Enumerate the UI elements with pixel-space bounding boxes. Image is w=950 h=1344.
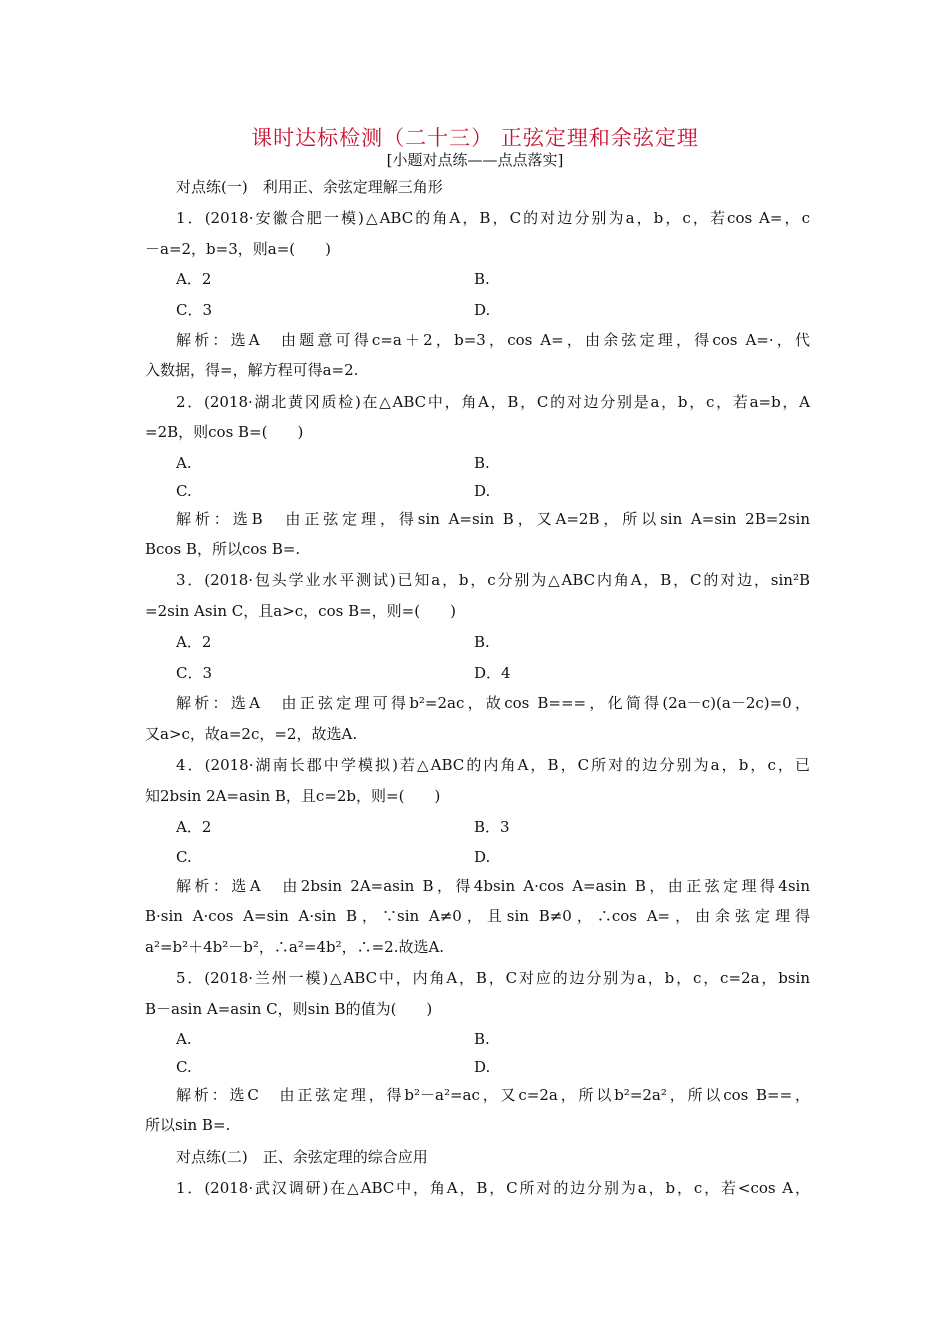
q5-option-b: B. (474, 1030, 490, 1048)
q5-stem-line1: 5．(2018·兰州一模)△ABC中，内角A，B，C对应的边分别为a，b，c，c=2a，bsin (176, 969, 810, 987)
q4-solution-line1: 解析：选A 由2bsin 2A=asin B，得4bsin A·cos A=asin B，由正弦定理得4sin (176, 877, 810, 895)
section-heading-1: 对点练(一) 利用正、余弦定理解三角形 (176, 178, 443, 196)
q4-option-d: D. (474, 848, 491, 866)
q5-solution-line2: 所以sin B=. (145, 1116, 231, 1134)
q1-stem-line1: 1．(2018·安徽合肥一模)△ABC的角A，B，C的对边分别为a，b，c，若cos A=，c (176, 209, 810, 227)
page-subtitle: [小题对点练——点点落实] (386, 151, 564, 169)
section-heading-2: 对点练(二) 正、余弦定理的综合应用 (176, 1148, 428, 1166)
q2-option-c: C. (176, 482, 192, 500)
q5-stem-line2: B－asin A=asin C，则sin B的值为( ) (145, 1000, 433, 1018)
q3-option-b: B. (474, 633, 490, 651)
q2-option-b: B. (474, 454, 490, 472)
q3-stem-line2: =2sin Asin C，且a>c，cos B=，则=( ) (145, 602, 456, 620)
q1-option-a: A．2 (176, 270, 212, 288)
q4-solution-line3: a²=b²＋4b²－b²，∴a²=4b²，∴=2.故选A. (145, 938, 445, 956)
q5-solution-line1: 解析：选C 由正弦定理，得b²－a²=ac，又c=2a，所以b²=2a²，所以cos B==， (176, 1086, 810, 1104)
q1-option-d: D. (474, 301, 491, 319)
q4-option-b: B．3 (474, 818, 510, 836)
page-title: 课时达标检测（二十三） 正弦定理和余弦定理 (251, 126, 699, 150)
q6-stem-line1: 1．(2018·武汉调研)在△ABC中，角A，B，C所对的边分别为a，b，c，若<cos A， (176, 1179, 810, 1197)
q5-option-d: D. (474, 1058, 491, 1076)
q3-solution-line1: 解析：选A 由正弦定理可得b²=2ac，故cos B===，化简得(2a－c)(a－2c)=0， (176, 694, 810, 712)
q1-solution-line1: 解析：选A 由题意可得c=a＋2，b=3，cos A=，由余弦定理，得cos A=·，代 (176, 331, 810, 349)
q5-option-c: C. (176, 1058, 192, 1076)
q4-stem-line2: 知2bsin 2A=asin B，且c=2b，则=( ) (145, 787, 441, 805)
q3-option-c: C．3 (176, 664, 213, 682)
q5-option-a: A. (176, 1030, 192, 1048)
q2-stem-line1: 2．(2018·湖北黄冈质检)在△ABC中，角A，B，C的对边分别是a，b，c，若a=b，A (176, 393, 810, 411)
q1-solution-line2: 入数据，得=，解方程可得a=2. (145, 361, 359, 379)
q3-solution-line2: 又a>c，故a=2c，=2，故选A. (145, 725, 358, 743)
q2-stem-line2: =2B，则cos B=( ) (145, 423, 304, 441)
q4-option-a: A．2 (176, 818, 212, 836)
q2-option-a: A. (176, 454, 192, 472)
q4-option-c: C. (176, 848, 192, 866)
q2-option-d: D. (474, 482, 491, 500)
q4-stem-line1: 4．(2018·湖南长郡中学模拟)若△ABC的内角A，B，C所对的边分别为a，b，c，已 (176, 756, 810, 774)
q3-stem-line1: 3．(2018·包头学业水平测试)已知a，b，c分别为△ABC内角A，B，C的对边，sin²B (176, 571, 810, 589)
q3-option-d: D．4 (474, 664, 511, 682)
q1-option-b: B. (474, 270, 490, 288)
q3-option-a: A．2 (176, 633, 212, 651)
q2-solution-line2: Bcos B，所以cos B=. (145, 540, 301, 558)
q4-solution-line2: B·sin A·cos A=sin A·sin B，∵sin A≠0，且sin B≠0，∴cos A=，由余弦定理得 (145, 907, 810, 925)
q2-solution-line1: 解析：选B 由正弦定理，得sin A=sin B，又A=2B，所以sin A=sin 2B=2sin (176, 510, 810, 528)
q1-stem-line2: －a=2，b=3，则a=( ) (145, 240, 331, 258)
q1-option-c: C．3 (176, 301, 213, 319)
